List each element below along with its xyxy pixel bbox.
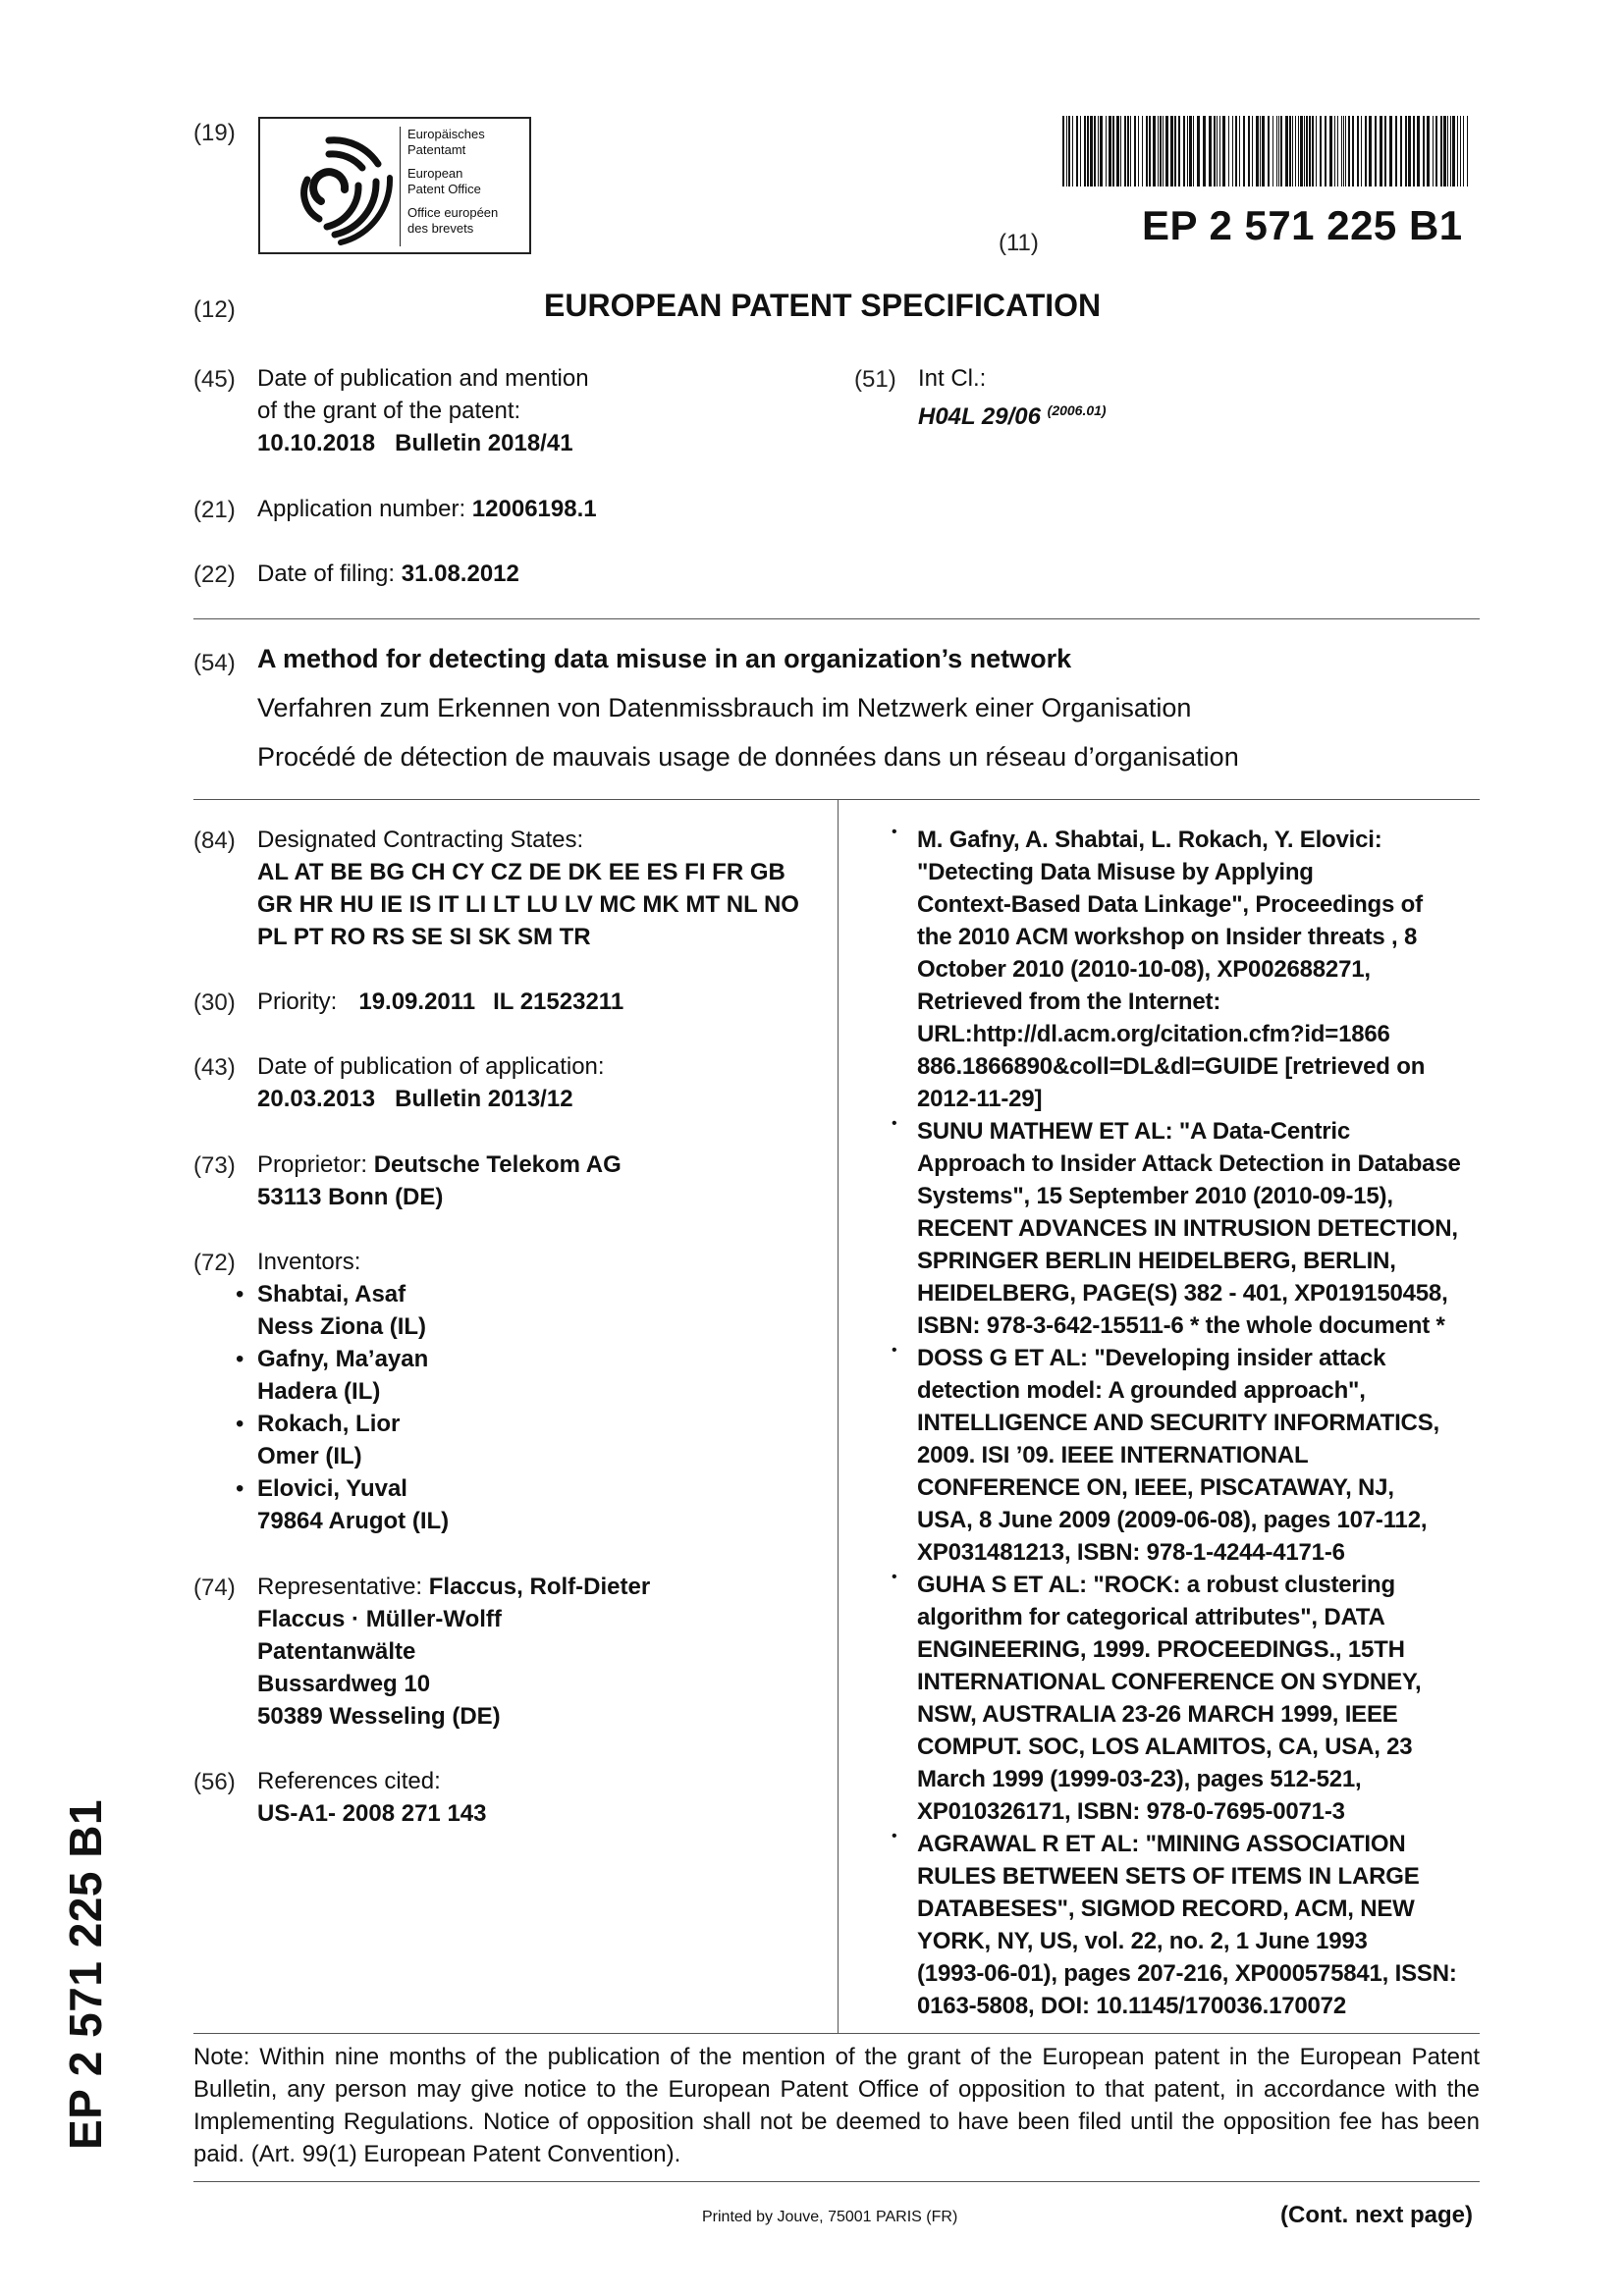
reference-line: M. Gafny, A. Shabtai, L. Rokach, Y. Elovici: [917,827,1382,853]
divider-3 [193,2033,1480,2034]
int-cl-label: Int Cl.: [918,365,987,392]
inventor-name: Gafny, Ma’ayan [257,1346,429,1372]
filing-date-label: Date of filing: [257,561,402,587]
reference-line: USA, 8 June 2009 (2009-06-08), pages 107-112, [917,1507,1428,1533]
inventors-label: Inventors: [257,1249,361,1275]
barcode-bar [1219,116,1220,187]
references-cited-label: References cited: [257,1768,441,1794]
code-45: (45) [193,366,236,393]
divider-2 [193,799,1480,800]
reference-line: March 1999 (1999-03-23), pages 512-521, [917,1766,1362,1792]
reference-line: "Detecting Data Misuse by Applying [917,859,1314,885]
barcode-bar [1272,116,1273,187]
code-74: (74) [193,1575,236,1601]
reference-item [892,1569,1487,1828]
representative-label: Representative: [257,1574,429,1600]
bullet-icon: • [236,1281,244,1308]
proprietor-name: Deutsche Telekom AG [373,1151,622,1178]
epo-logo-icon [268,125,394,250]
application-publication-bulletin: Bulletin 2013/12 [395,1086,573,1112]
barcode-bar [1124,116,1126,187]
side-publication-number: EP 2 571 225 B1 [60,1798,111,2150]
reference-line: YORK, NY, US, vol. 22, no. 2, 1 June 1993 [917,1928,1368,1954]
barcode-bar [1174,116,1176,187]
barcode-bar [1160,116,1162,187]
barcode-bar [1443,116,1446,187]
barcode-bar [1165,116,1168,187]
reference-line: 2009. ISI ’09. IEEE INTERNATIONAL [917,1442,1309,1468]
barcode-bar [1239,116,1240,187]
barcode-bar [1120,116,1121,187]
barcode-bar [1158,116,1159,187]
reference-line: XP031481213, ISBN: 978-1-4244-4171-6 [917,1539,1345,1566]
non-patent-references [892,824,1487,2022]
barcode-bar [1098,116,1099,187]
representative-line: Bussardweg 10 [257,1671,431,1697]
grant-date: 10.10.2018 [257,430,376,456]
barcode-bar [1300,116,1303,187]
reference-line: NSW, AUSTRALIA 23-26 MARCH 1999, IEEE [917,1701,1398,1728]
barcode-bar [1384,116,1386,187]
barcode-bar [1228,116,1229,187]
int-cl-version: (2006.01) [1047,402,1107,418]
barcode [1062,116,1475,187]
application-number-value: 12006198.1 [471,496,597,522]
code-84: (84) [193,828,236,854]
barcode-bar [1452,116,1455,187]
reference-line: 886.1866890&coll=DL&dl=GUIDE [retrieved on [917,1053,1426,1080]
barcode-bar [1463,116,1464,187]
barcode-bar [1306,116,1308,187]
reference-line: the 2010 ACM workshop on Insider threats , 8 [917,924,1418,950]
barcode-bar [1309,116,1311,187]
application-number [257,493,597,525]
reference-line: Retrieved from the Internet: [917,988,1221,1015]
barcode-bar [1209,116,1212,187]
reference-line: October 2010 (2010-10-08), XP002688271, [917,956,1371,983]
barcode-bar [1334,116,1335,187]
reference-line: (1993-06-01), pages 207-216, XP000575841, ISSN: [917,1960,1457,1987]
barcode-bar [1280,116,1282,187]
barcode-bar [1149,116,1151,187]
barcode-bar [1252,116,1253,187]
int-cl-class: H04L 29/06 [918,403,1041,430]
designated-states-line-3: PL PT RO RS SE SI SK SM TR [257,924,591,950]
priority [257,986,623,1018]
grant-publication [257,362,589,459]
barcode-bar [1295,116,1296,187]
title-de: Verfahren zum Erkennen von Datenmissbrauch im Netzwerk einer Organisation [257,693,1192,722]
barcode-bar [1203,116,1206,187]
barcode-bar [1090,116,1093,187]
representative-line: Flaccus · Müller-Wolff [257,1606,502,1632]
barcode-bar [1066,116,1067,187]
office-name-de-2: Patentamt [407,142,466,157]
inventors [236,1246,450,1537]
bullet-icon: • [892,1342,897,1359]
printer-note: Printed by Jouve, 75001 PARIS (FR) [702,2209,958,2225]
divider-4 [193,2181,1480,2182]
barcode-bar [1447,116,1448,187]
barcode-bar [1076,116,1078,187]
barcode-bar [1235,116,1237,187]
office-name [407,127,498,244]
inventor-item [236,1408,449,1472]
barcode-bar [1341,116,1342,187]
barcode-bar [1289,116,1291,187]
barcode-bar [1365,116,1367,187]
reference-line: SPRINGER BERLIN HEIDELBERG, BERLIN, [917,1248,1396,1274]
epo-logo [258,117,531,254]
representative-line: 50389 Wesseling (DE) [257,1703,501,1730]
grant-label-1: Date of publication and mention [257,365,589,392]
barcode-bar [1170,116,1173,187]
reference-line: SUNU MATHEW ET AL: "A Data-Centric [917,1118,1351,1145]
barcode-bar [1248,116,1250,187]
application-publication [257,1050,605,1115]
references-cited-value: US-A1- 2008 271 143 [257,1800,487,1827]
barcode-bar [1232,116,1233,187]
reference-line: RECENT ADVANCES IN INTRUSION DETECTION, [917,1215,1458,1242]
barcode-bar [1268,116,1270,187]
code-51: (51) [854,366,896,393]
reference-line: algorithm for categorical attributes", DATA [917,1604,1385,1630]
barcode-bar [1217,116,1218,187]
title-en: A method for detecting data misuse in an organization’s network [257,644,1072,673]
inventor-list [236,1278,450,1537]
barcode-bar [1214,116,1216,187]
reference-line: INTERNATIONAL CONFERENCE ON SYDNEY, [917,1669,1422,1695]
barcode-bar [1183,116,1185,187]
barcode-bar [1467,116,1468,187]
designated-states-line-2: GR HR HU IE IS IT LI LT LU LV MC MK MT NL NO [257,891,799,918]
barcode-bar [1094,116,1096,187]
bullet-icon: • [892,824,897,840]
barcode-bar [1256,116,1259,187]
barcode-bar [1316,116,1317,187]
barcode-bar [1116,116,1119,187]
reference-line: Context-Based Data Linkage", Proceedings of [917,891,1423,918]
proprietor-label: Proprietor: [257,1151,374,1178]
barcode-bar [1278,116,1279,187]
reference-line: Approach to Insider Attack Detection in Database [917,1150,1461,1177]
code-72: (72) [193,1250,236,1276]
barcode-bar [1380,116,1382,187]
code-43: (43) [193,1054,236,1081]
application-publication-date: 20.03.2013 [257,1086,376,1112]
bullet-icon: • [892,1569,897,1585]
office-name-fr-1: Office européen [407,205,499,220]
reference-line: HEIDELBERG, PAGE(S) 382 - 401, XP019150458, [917,1280,1448,1307]
reference-line: GUHA S ET AL: "ROCK: a robust clustering [917,1572,1395,1598]
barcode-bar [1450,116,1451,187]
filing-date-value: 31.08.2012 [401,561,519,587]
barcode-bar [1130,116,1131,187]
barcode-bar [1276,116,1277,187]
code-73: (73) [193,1152,236,1179]
bullet-icon: • [892,1828,897,1844]
inventor-place: Hadera (IL) [257,1378,381,1405]
priority-date: 19.09.2011 [358,988,476,1015]
application-publication-label: Date of publication of application: [257,1053,605,1080]
barcode-bar [1087,116,1089,187]
barcode-bar [1134,116,1136,187]
barcode-bar [1127,116,1129,187]
barcode-bar [1320,116,1322,187]
barcode-bar [1084,116,1086,187]
grant-bulletin: Bulletin 2018/41 [395,430,573,456]
column-divider [838,800,839,2033]
barcode-bar [1260,116,1261,187]
barcode-bar [1357,116,1359,187]
bullet-icon: • [236,1346,244,1372]
document-type-title: EUROPEAN PATENT SPECIFICATION [544,288,1102,323]
barcode-bar [1146,116,1148,187]
representative-line: Patentanwälte [257,1638,416,1665]
barcode-bar [1423,116,1425,187]
barcode-bar [1435,116,1437,187]
barcode-bar [1262,116,1265,187]
barcode-bar [1197,116,1200,187]
barcode-bar [1325,116,1326,187]
code-12: (12) [193,296,236,323]
code-21: (21) [193,497,236,523]
inventor-item [236,1343,449,1408]
barcode-bar [1243,116,1245,187]
barcode-bar [1072,116,1073,187]
designated-states-line-1: AL AT BE BG CH CY CZ DE DK EE ES FI FR GB [257,859,785,885]
application-number-label: Application number: [257,496,472,522]
reference-item [892,1115,1487,1342]
reference-line: RULES BETWEEN SETS OF ITEMS IN LARGE [917,1863,1420,1890]
reference-line: CONFERENCE ON, IEEE, PISCATAWAY, NJ, [917,1474,1394,1501]
barcode-bar [1427,116,1430,187]
barcode-bar [1375,116,1377,187]
barcode-bar [1222,116,1225,187]
opposition-note: Note: Within nine months of the publication of the mention of the grant of the European patent in the European Patent Bulletin, any person may give notice to the European Patent Office of opposition to that patent, in accordance with the Implementing Regulations. Notice of opposition shall not be deemed to have been filed until the opposition fee has been paid. (Art. 99(1) European Patent Convention). [193,2044,1480,2167]
office-name-en-2: Patent Office [407,182,481,196]
barcode-bar [1389,116,1392,187]
code-56: (56) [193,1769,236,1795]
barcode-bar [1153,116,1156,187]
reference-line: detection model: A grounded approach", [917,1377,1366,1404]
barcode-bar [1408,116,1411,187]
inventor-place: 79864 Arugot (IL) [257,1508,450,1534]
designated-states-label: Designated Contracting States: [257,827,584,853]
barcode-bar [1187,116,1188,187]
code-30: (30) [193,989,236,1016]
barcode-bar [1100,116,1103,187]
representative [257,1571,650,1733]
barcode-bar [1460,116,1461,187]
publication-number: EP 2 571 225 B1 [1142,202,1463,248]
office-name-fr-2: des brevets [407,221,474,236]
inventor-item [236,1278,449,1343]
barcode-bar [1298,116,1299,187]
inventor-name: Rokach, Lior [257,1411,401,1437]
reference-item [892,1342,1487,1569]
reference-line: 0163-5808, DOI: 10.1145/170036.170072 [917,1993,1346,2019]
int-cl [918,362,1107,433]
code-22: (22) [193,561,236,588]
reference-line: INTELLIGENCE AND SECURITY INFORMATICS, [917,1410,1439,1436]
barcode-bar [1413,116,1415,187]
barcode-bar [1345,116,1346,187]
reference-line: ENGINEERING, 1999. PROCEEDINGS., 15TH [917,1636,1405,1663]
barcode-bar [1292,116,1293,187]
title-fr: Procédé de détection de mauvais usage de données dans un réseau d’organisation [257,742,1239,772]
barcode-bar [1112,116,1114,187]
barcode-bar [1163,116,1164,187]
barcode-bar [1138,116,1139,187]
barcode-bar [1142,116,1143,187]
representative-name: Flaccus, Rolf-Dieter [428,1574,651,1600]
barcode-bar [1329,116,1332,187]
inventor-name: Shabtai, Asaf [257,1281,406,1308]
reference-item [892,824,1487,1115]
reference-line: COMPUT. SOC, LOS ALAMITOS, CA, USA, 23 [917,1734,1413,1760]
barcode-bar [1395,116,1397,187]
barcode-bar [1109,116,1111,187]
reference-item [892,1828,1487,2022]
code-54: (54) [193,650,236,676]
references-cited [257,1765,486,1830]
barcode-bar [1285,116,1288,187]
proprietor [257,1148,622,1213]
barcode-bar [1106,116,1107,187]
barcode-bar [1440,116,1442,187]
barcode-bar [1312,116,1314,187]
barcode-bar [1405,116,1407,187]
barcode-bar [1304,116,1305,187]
barcode-bar [1193,116,1194,187]
inventor-name: Elovici, Yuval [257,1475,407,1502]
office-name-en-1: European [407,166,463,181]
barcode-bar [1457,116,1458,187]
proprietor-address: 53113 Bonn (DE) [257,1184,444,1210]
barcode-bar [1178,116,1180,187]
bullet-icon: • [892,1115,897,1132]
reference-list [892,824,1487,2022]
barcode-bar [1189,116,1192,187]
barcode-bar [1080,116,1081,187]
divider-1 [193,618,1480,619]
barcode-bar [1433,116,1434,187]
barcode-bar [1352,116,1354,187]
office-name-de-1: Europäisches [407,127,485,141]
barcode-bar [1062,116,1064,187]
reference-line: XP010326171, ISBN: 978-0-7695-0071-3 [917,1798,1345,1825]
inventor-place: Ness Ziona (IL) [257,1313,427,1340]
barcode-bar [1337,116,1338,187]
code-11: (11) [999,230,1039,256]
reference-line: URL:http://dl.acm.org/citation.cfm?id=1866 [917,1021,1390,1047]
priority-number: IL 21523211 [493,988,624,1015]
logo-divider [400,127,401,246]
inventor-place: Omer (IL) [257,1443,362,1469]
bullet-icon: • [236,1411,244,1437]
continuation-note: (Cont. next page) [1280,2202,1473,2228]
designated-states [257,824,799,953]
inventor-item [236,1472,450,1537]
grant-label-2: of the grant of the patent: [257,398,521,424]
reference-line: 2012-11-29] [917,1086,1043,1112]
barcode-bar [1361,116,1362,187]
reference-line: Systems", 15 September 2010 (2010-09-15), [917,1183,1393,1209]
priority-label: Priority: [257,988,338,1015]
bullet-icon: • [236,1475,244,1502]
barcode-bar [1348,116,1350,187]
reference-line: DOSS G ET AL: "Developing insider attack [917,1345,1386,1371]
barcode-bar [1068,116,1070,187]
reference-line: ISBN: 978-3-642-15511-6 * the whole document * [917,1312,1445,1339]
barcode-bar [1369,116,1372,187]
barcode-bar [1400,116,1402,187]
reference-line: DATABESES", SIGMOD RECORD, ACM, NEW [917,1896,1415,1922]
barcode-bar [1417,116,1420,187]
code-19: (19) [193,120,236,146]
reference-line: AGRAWAL R ET AL: "MINING ASSOCIATION [917,1831,1406,1857]
barcode-bar [1343,116,1344,187]
filing-date [257,558,519,590]
